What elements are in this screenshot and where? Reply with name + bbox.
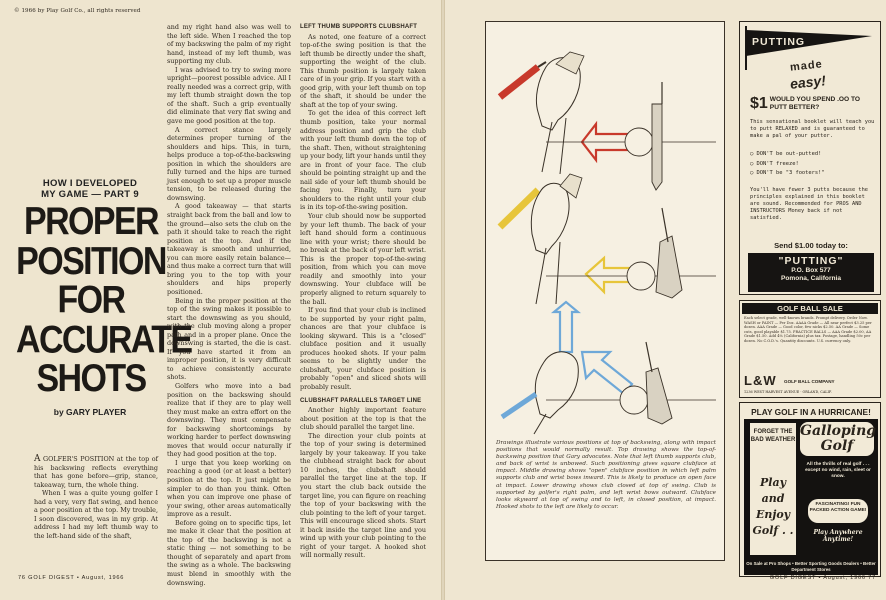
text-column-2 xyxy=(167,23,291,587)
paragraph: Being in the proper position at the top of the swing makes it possible to start the downswing as you should, with the club moving along a proper path and in a proper plane. Once the downswing is started, the die is cast. If you have started it from an improper position, it is very difficult to achieve consistently accurate shots. xyxy=(167,296,291,382)
kicker-line-2: MY GAME — PART 9 xyxy=(41,189,139,200)
checklist-item: ◯ DON'T be out-putted! xyxy=(750,151,822,157)
text-column-1 xyxy=(34,455,158,540)
ad-brand: Galloping Golf xyxy=(800,423,877,454)
paragraph: A good takeaway — that starts straight back from the ball and low to the ground—also sets the club on the path it should take to reach the right position at the top. And if the takeaway is smooth and unhurried, you can more easily retain balance—and thus make a correct turn that will bring you to the top with your shoulders and hips properly positioned. xyxy=(167,202,291,296)
kicker-line-1: HOW I DEVELOPED xyxy=(42,178,138,189)
section-heading: CLUBSHAFT PARALLELS TARGET LINE xyxy=(300,397,422,404)
paragraph: The direction your club points at the top of your swing is determined largely by your takeaway. If you take the clubhead straight back for about 10 inches, the clubshaft should parallel the target line at the top. If you start the club back outside the target line, you can figure on reaching the top of your backswing with the club pointing to the left of your target. This will encourage sliced shots. Start it back inside the target line and you wind up with your club pointing to the right of your target. A hooked shot will normally result. xyxy=(300,431,426,560)
ad-body: This sensational booklet will teach you to putt RELAXED and is guaranteed to make a pal of your putter. xyxy=(750,119,875,140)
drawing-square-position xyxy=(500,52,716,190)
ad-fine-print: Each select grade, well-known brands. Prompt delivery. Order Now. WASH or PAINT — Per Doz. AAAA Grade — All near perfect $3.25 per dozen. AAA Grade — Good color, few nicks $2.50. AA Grade — Some cuts, good playable $1.75. PRACTICE BALLS — AAA Grade $2.00, AA Grade $1.50. Add 4% (California) plus tax. Postage, handling 50c per dozen. No C.O.D.'s. Quantity discounts. U.S. currency only. xyxy=(744,316,872,343)
paragraph: To get the idea of this correct left thumb position, take your normal address position and grip the club with your left thumb down the top of the shaft. Then, without straightening up your body, lift your hands until they are in front of your face. The club should be pointing straight up and the nail side of your left thumb should be facing you. Finally, turn your shoulders to the right until your club is in its top-of-the-swing position. xyxy=(300,109,426,212)
article-headline xyxy=(16,199,192,401)
paragraph: I was advised to try to swing more upright—poorest possible advice. All I really needed was a correct grip, with my left thumb straight down the top of the shaft. Such a grip eventually did eliminate that very flat swing and gave me good position at the top. xyxy=(167,65,291,126)
galloping-golf-ad xyxy=(739,402,881,577)
putting-booklet-ad xyxy=(739,21,881,295)
ad-headline: PLAY GOLF IN A HURRICANE! xyxy=(751,407,871,417)
company-name: GOLF BALL COMPANY xyxy=(784,379,835,384)
paragraph: and my right hand also was well to the left side. When I reached the top of my backswing the palm of my right hand, instead of my left thumb, was supporting my club. xyxy=(167,23,291,66)
text-column-3 xyxy=(300,23,426,560)
ad-dark-panel xyxy=(744,419,878,560)
ad-body-2: You'll have fewer 3 putts because the principles explained in this booklet are sound. Recommended for PROS AND INSTRUCTORS Money back if not satisfied. xyxy=(750,187,868,221)
ad-address-city: Pomona, California xyxy=(780,275,842,282)
headline-line: SHOTS xyxy=(36,357,146,401)
company-logo: L&W xyxy=(744,373,777,388)
ad-footer: On Sale at Pro Shops • Better Sporting Goods Dealers • Better Department Stores xyxy=(744,560,878,575)
right-page xyxy=(445,0,886,600)
drawing-closed-position xyxy=(502,302,716,434)
left-page xyxy=(0,0,441,600)
drawing-open-position xyxy=(500,174,716,304)
paragraph: If you find that your club is inclined to be supported by your right palm, chances are that your clubface is looking skyward. This is a "closed" clubface position and it usually produces hooked shots. If your palm seems to be slightly under the clubshaft, your clubface position is probably "open" and sliced shots will probably result. xyxy=(300,306,426,391)
ad-question-big: $1 xyxy=(750,95,768,112)
ad-question-text: WOULD YOU SPEND .OO TO PUTT BETTER? xyxy=(769,96,861,112)
paragraph: Golfers who move into a bad position on the backswing should realize that if they are to play well they must make an extra effort on the downswing. They must compensate for backswing shortcomings by working harder to perfect downswing moves that would occur naturally if they had good position at the top. xyxy=(167,381,291,459)
swing-illustration-panel xyxy=(485,21,725,561)
circle-icon: ◯ xyxy=(750,170,757,177)
section-heading: LEFT THUMB SUPPORTS CLUBSHAFT xyxy=(300,24,418,30)
ad-fascinating-badge: FASCINATING! FUN PACKED ACTION GAME! xyxy=(808,499,868,523)
paragraph: As noted, one feature of a correct top-of-the swing position is that the left thumb be directly under the shaft, supporting the weight of the club. This thumb position is largely taken care of in your grip. If you start with a good grip, with your left thumb on top of the shaft, it should be under the shaft at the top of your swing. xyxy=(300,32,426,109)
ad-play-text: Play and Enjoy Golf . . xyxy=(752,476,794,537)
pennant-label: PUTTING xyxy=(752,36,806,48)
ad-made-text: made xyxy=(789,58,824,74)
page-folio: 76 GOLF DIGEST • August, 1966 xyxy=(18,575,125,581)
paragraph: When I was a quite young golfer I had a very, very flat swing, and hence a poor position at the top. My trouble, I soon discovered, was in my grip. At address I had my left thumb way to the left-hand side of the shaft, xyxy=(34,489,158,540)
paragraph: Your club should now be supported by your left thumb. The back of your left hand should form a continuous line with your wrist; there should be no break at the back of your left wrist. This is the proper top-of-the-swing position, from which you can move readily and smoothly into your downswing. Your clubface will be properly aligned to return squarely to the ball. xyxy=(300,212,426,306)
ad-anywhere-text: Play Anywhere Anytime! xyxy=(813,529,863,543)
illustration-caption: Drawings illustrate various positions at top of backswing, along with impact positions that would normally result. Top drawing shows the top-of-backswing position that Gary advocates. Note that left thumb supports club, and back of wrist is unbowed. Such positioning gives square clubface at impact. Middle drawing shows "open" clubface position in which left palm supports club and wrist bows inward. This is likely to produce an open face at impact. Lower drawing shows club closed at top of swing. Club is supported by golfer's right palm, and left wrist bows outward. Clubface looks skyward at top of swing and to left, in closed position, at impact. Hooked shots to the left are likely to occur. xyxy=(496,440,716,510)
paragraph: A GOLFER'S POSITION at the top of his backswing reflects everything that has gone before—grip, stance, takeaway, turn, the whole thing. xyxy=(34,454,158,489)
headline-line: POSITION xyxy=(16,239,166,283)
golf-ball-sale-ad xyxy=(739,300,881,398)
circle-icon: ◯ xyxy=(750,160,757,167)
copyright-notice: © 1966 by Play Golf Co., all rights reserved xyxy=(14,8,141,14)
ad-question xyxy=(750,96,874,112)
byline: by GARY PLAYER xyxy=(53,407,127,417)
company-address: 1236 WEST HARVEST AVENUE · ORLAND, CALIF. xyxy=(744,390,832,394)
checklist-item: ◯ DON'T be "3 footers!" xyxy=(750,170,825,177)
article-kicker xyxy=(20,178,160,200)
ad-send-line: Send $1.00 today to: xyxy=(774,241,848,250)
ad-address-block xyxy=(748,253,874,292)
ad-address-name: "PUTTING" xyxy=(778,255,844,267)
ad-forget-text: FORGET THE BAD WEATHER xyxy=(750,429,796,443)
paragraph: Before going on to specific tips, let me make it clear that the position at the top of the backswing is not a static thing — not something to be thought of separately and apart from the swing as a whole. The backswing must blend in smoothly with the downswing. xyxy=(167,518,291,587)
page-folio: GOLF DIGEST • August, 1966 77 xyxy=(769,575,876,581)
headline-line: PROPER xyxy=(24,199,158,244)
headline-line: ACCURATE xyxy=(16,317,192,362)
ad-title-bar: GOLF BALL SALE xyxy=(742,303,878,314)
ad-thrills-text: All the thrills of real golf . . . except no wind, rain, sleet or snow. xyxy=(805,462,871,479)
ad-inner-panel xyxy=(750,423,796,555)
headline-line: FOR xyxy=(57,278,125,322)
ad-checklist xyxy=(750,150,876,179)
ad-address-box: P.O. Box 577 xyxy=(791,267,831,274)
paragraph: Another highly important feature about position at the top is that the club should parallel the target line. xyxy=(300,406,426,432)
paragraph: A correct stance largely determines proper turning of the shoulders and hips. This, in turn, helps produce a top-of-the-backswing position in which the shoulders are fully turned and the hips are turned just enough to set up a proper muscle tension, to be released during the downswing. xyxy=(167,125,291,202)
checklist-item: ◯ DON'T freeze! xyxy=(750,160,799,167)
paragraph: I urge that you keep working on reaching a good (or at least a better) position at the top. It just might be simpler to do than you think. Often when you can improve one phase of your swing, other areas automatically improve as a result. xyxy=(167,458,291,519)
circle-icon: ◯ xyxy=(750,151,757,157)
ad-easy-text: easy! xyxy=(789,72,827,92)
